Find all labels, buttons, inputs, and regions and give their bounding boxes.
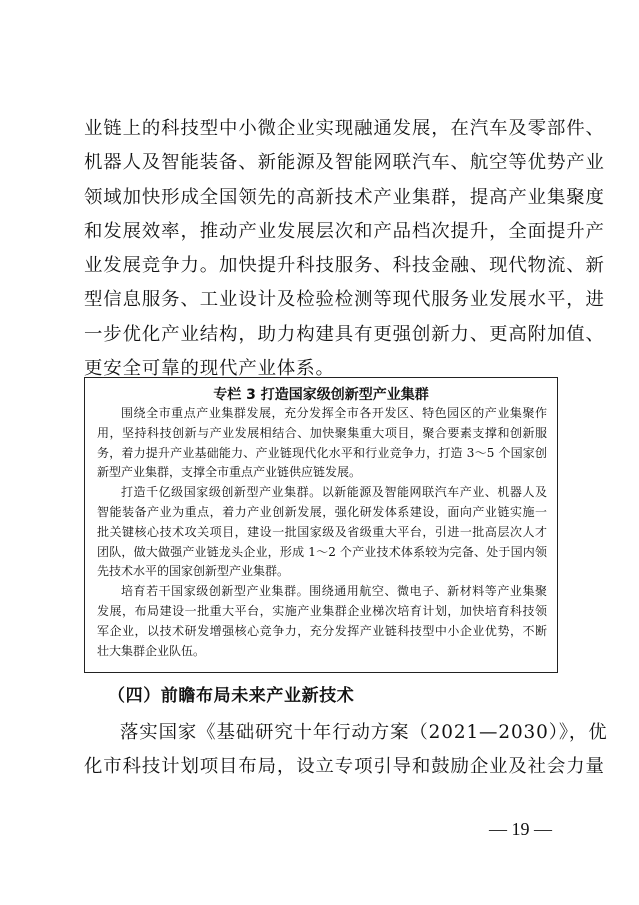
text-line: 一步优化产业结构，助力构建具有更强创新力、更高附加值、 [84, 323, 605, 345]
box-line: 培育若干国家级创新型产业集群。围绕通用航空、微电子、新材料等产业集聚 [121, 584, 547, 599]
text-line: 领域加快形成全国领先的高新技术产业集群，提高产业集聚度 [84, 186, 605, 208]
box-line: 务，着力提升产业基础能力、产业链现代化水平和行业竞争力，打造 3～5 个国家创 [97, 445, 547, 460]
box-line: 围绕全市重点产业集群发展，充分发挥全市各开发区、特色园区的产业集聚作 [121, 406, 547, 420]
section-heading: （四）前瞻布局未来产业新技术 [108, 686, 355, 706]
box-line: 智能装备产业为重点，着力产业创新发展，强化研发体系建设，面向产业链实施一 [97, 504, 547, 519]
box-line: 用，坚持科技创新与产业发展相结合、加快聚集重大项目，聚合要素支撑和创新服 [97, 425, 547, 440]
feature-box [84, 377, 558, 673]
text-line: 业链上的科技型中小微企业实现融通发展，在汽车及零部件、 [84, 118, 605, 139]
box-line: 壮大集群企业队伍。 [97, 643, 206, 658]
text-line: 机器人及智能装备、新能源及智能网联汽车、航空等优势产业 [84, 152, 605, 174]
text-line: 型信息服务、工业设计及检验检测等现代服务业发展水平，进 [84, 289, 605, 311]
box-line: 批关键核心技术攻关项目，建设一批国家级及省级重大平台，引进一批高层次人才 [97, 524, 547, 539]
box-line: 发展，布局建设一批重大平台，实施产业集群企业梯次培育计划，加快培育科技领 [97, 603, 547, 618]
text-line: 更安全可靠的现代产业体系。 [84, 358, 335, 380]
box-line: 新型产业集群，支撑全市重点产业链供应链发展。 [97, 465, 362, 480]
box-line: 团队，做大做强产业链龙头企业，形成 1～2 个产业技术体系较为完备、处于国内领 [97, 544, 547, 559]
text-line: 化市科技计划项目布局，设立专项引导和鼓励企业及社会力量 [84, 756, 605, 778]
body-paragraph [84, 112, 605, 386]
body-paragraph [84, 716, 608, 785]
text-line: 业发展竞争力。加快提升科技服务、科技金融、现代物流、新 [84, 255, 605, 277]
box-line: 打造千亿级国家级创新型产业集群。以新能源及智能网联汽车产业、机器人及 [121, 485, 547, 500]
box-line: 军企业，以技术研发增强核心竞争力，充分发挥产业链科技型中小企业优势，不断 [97, 623, 547, 638]
text-line: 落实国家《基础研究十年行动方案（2021—2030）》，优 [120, 722, 608, 743]
box-title: 专栏 3 打造国家级创新型产业集群 [213, 387, 429, 403]
box-body [97, 404, 547, 661]
page-number: — 19 — [489, 819, 552, 839]
box-line: 先技术水平的国家创新型产业集群。 [97, 564, 290, 579]
text-line: 和发展效率，推动产业发展层次和产品档次提升，全面提升产 [84, 220, 605, 242]
